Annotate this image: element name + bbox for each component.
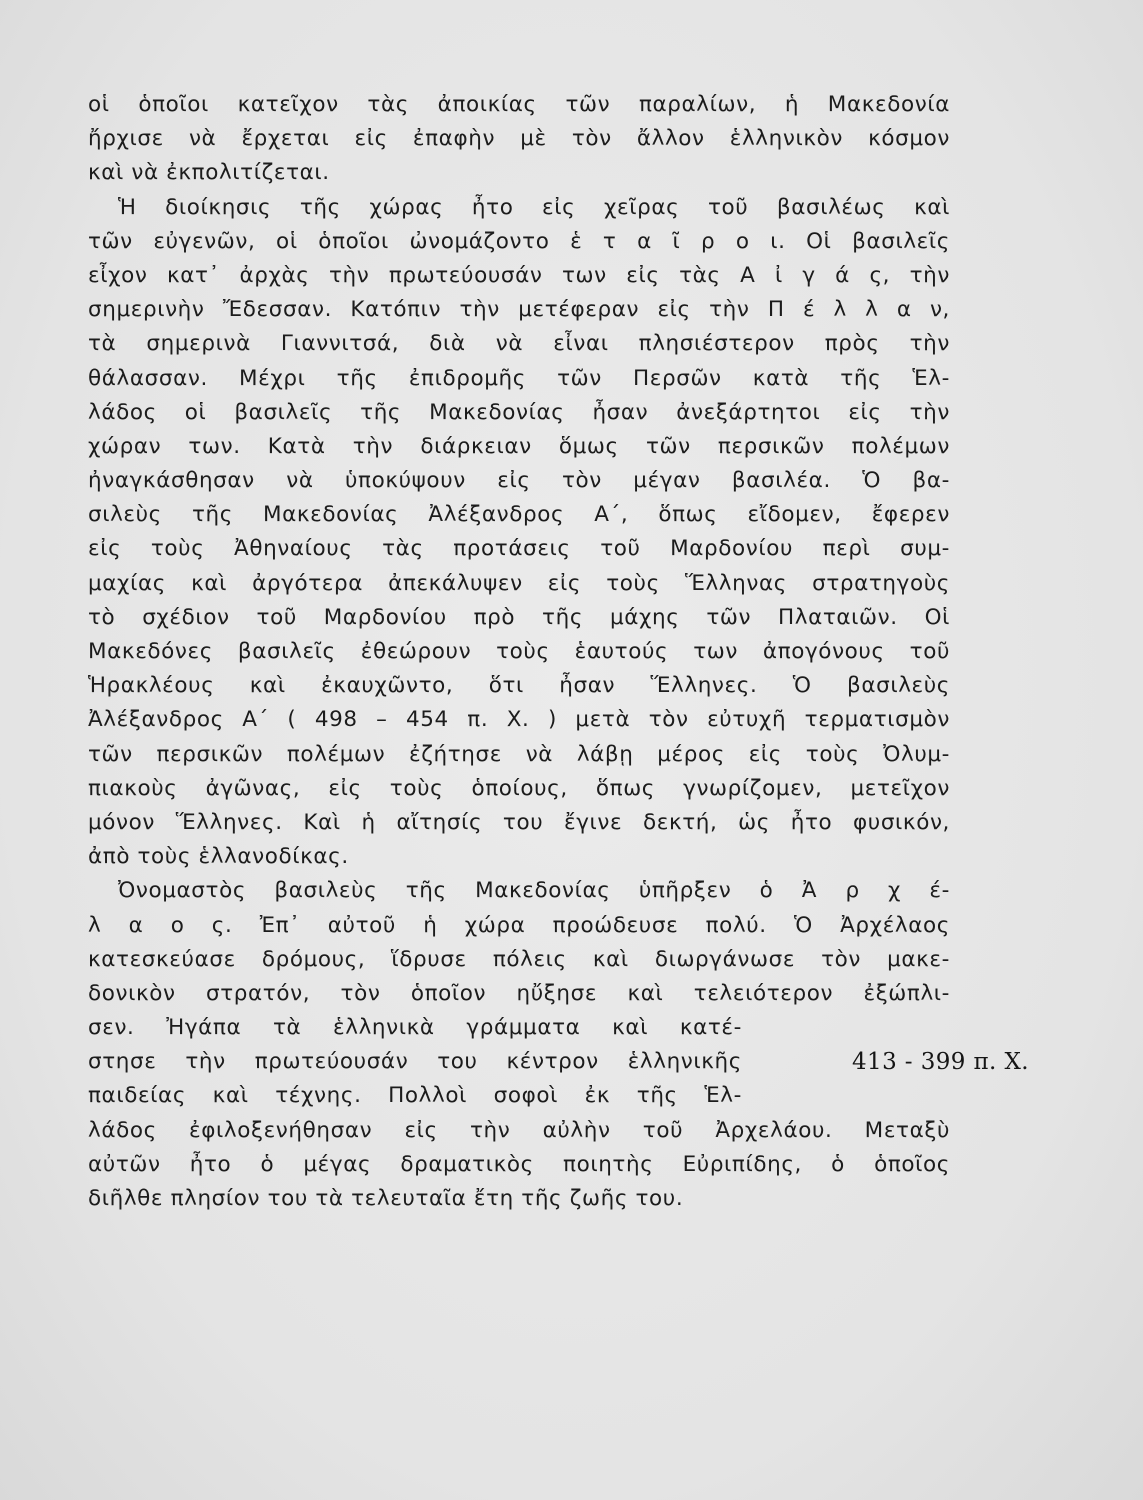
text-line-33: διῆλθε πλησίον του τὰ τελευταῖα ἔτη τῆς ζωῆς του. <box>88 1186 684 1211</box>
text-line-18: Ἡρακλέους καὶ ἐκαυχῶντο, ὅτι ἦσαν Ἕλληνες. Ὁ βασιλεὺς <box>88 673 950 699</box>
text-line-28-content: σεν. Ἠγάπα τὰ ἑλληνικὰ γράμματα καὶ κατέ- <box>88 1015 742 1041</box>
text-line-16: τὸ σχέδιον τοῦ Μαρδονίου πρὸ τῆς μάχης τῶν Πλαταιῶν. Οἱ <box>88 604 950 630</box>
text-line-27: δονικὸν στρατόν, τὸν ὁποῖον ηὔξησε καὶ τελειότερον ἐξώπλι- <box>88 980 950 1006</box>
text-line-11: χώραν των. Κατὰ τὴν διάρκειαν ὅμως τῶν περσικῶν πολέμων <box>88 433 950 459</box>
text-line-6: εἶχον κατ᾽ ἀρχὰς τὴν πρωτεύουσάν των εἰς τὰς Α ἰ γ ά ς, τὴν <box>88 262 950 288</box>
body-text <box>88 88 1029 1216</box>
text-line-26: κατεσκεύασε δρόμους, ἵδρυσε πόλεις καὶ διωργάνωσε τὸν μακε- <box>88 946 950 972</box>
text-line-12: ἠναγκάσθησαν νὰ ὑποκύψουν εἰς τὸν μέγαν βασιλέα. Ὁ βα- <box>88 468 950 494</box>
margin-date-note: 413 - 399 π. Χ. <box>852 1049 1029 1076</box>
text-line-17: Μακεδόνες βασιλεῖς ἐθεώρουν τοὺς ἑαυτούς των ἀπογόνους τοῦ <box>88 639 950 664</box>
text-line-29 <box>88 1045 1029 1079</box>
text-line-13: σιλεὺς τῆς Μακεδονίας Ἀλέξανδρος Α΄, ὅπως εἴδομεν, ἔφερεν <box>88 502 950 528</box>
text-line-5: τῶν εὐγενῶν, οἱ ὁποῖοι ὠνομάζοντο ἑ τ α ῖ ρ ο ι. Οἱ βασιλεῖς <box>88 228 950 254</box>
text-line-25: λ α ο ς. Ἐπ᾽ αὐτοῦ ἡ χώρα προώδευσε πολύ. Ὁ Ἀρχέλαος <box>88 912 950 938</box>
text-line-19: Ἀλέξανδρος Α΄ ( 498 – 454 π. Χ. ) μετὰ τὸν εὐτυχῆ τερματισμὸν <box>88 707 950 733</box>
text-line-20: τῶν περσικῶν πολέμων ἐζήτησε νὰ λάβῃ μέρος εἰς τοὺς Ὀλυμ- <box>88 741 950 767</box>
text-line-32: αὐτῶν ἦτο ὁ μέγας δραματικὸς ποιητὴς Εὐριπίδης, ὁ ὁποῖος <box>88 1151 950 1177</box>
text-line-30-content: παιδείας καὶ τέχνης. Πολλοὶ σοφοὶ ἐκ τῆς Ἑλ- <box>88 1083 742 1109</box>
text-line-9: θάλασσαν. Μέχρι τῆς ἐπιδρομῆς τῶν Περσῶν κατὰ τῆς Ἑλ- <box>88 365 950 391</box>
text-line-30 <box>88 1079 742 1113</box>
text-line-23: ἀπὸ τοὺς ἑλλανοδίκας. <box>88 844 349 870</box>
text-line-24: Ὀνομαστὸς βασιλεὺς τῆς Μακεδονίας ὑπῆρξεν ὁ Ἀ ρ χ έ- <box>118 878 950 904</box>
text-line-29-content: στησε τὴν πρωτεύουσάν του κέντρον ἑλληνικῆς <box>88 1049 742 1075</box>
text-line-22: μόνον Ἕλληνες. Καὶ ἡ αἴτησίς του ἔγινε δεκτή, ὡς ἦτο φυσικόν, <box>88 809 950 835</box>
text-line-14: εἰς τοὺς Ἀθηναίους τὰς προτάσεις τοῦ Μαρδονίου περὶ συμ- <box>88 536 950 562</box>
text-line-15: μαχίας καὶ ἀργότερα ἀπεκάλυψεν εἰς τοὺς Ἕλληνας στρατηγοὺς <box>88 570 950 596</box>
text-line-2: ἤρχισε νὰ ἔρχεται εἰς ἐπαφὴν μὲ τὸν ἄλλον ἑλληνικὸν κόσμον <box>88 126 950 152</box>
text-line-3: καὶ νὰ ἐκπολιτίζεται. <box>88 160 330 186</box>
text-line-7: σημερινὴν Ἔδεσσαν. Κατόπιν τὴν μετέφεραν εἰς τὴν Π έ λ λ α ν, <box>88 297 950 323</box>
text-line-21: πιακοὺς ἀγῶνας, εἰς τοὺς ὁποίους, ὅπως γνωρίζομεν, μετεῖχον <box>88 775 950 801</box>
text-line-8: τὰ σημερινὰ Γιαννιτσά, διὰ νὰ εἶναι πλησιέστερον πρὸς τὴν <box>88 331 950 357</box>
text-line-10: λάδος οἱ βασιλεῖς τῆς Μακεδονίας ἦσαν ἀνεξάρτητοι εἰς τὴν <box>88 399 950 425</box>
text-line-28 <box>88 1011 742 1045</box>
text-line-1: οἱ ὁποῖοι κατεῖχον τὰς ἀποικίας τῶν παραλίων, ἡ Μακεδονία <box>88 92 950 117</box>
text-line-4: Ἡ διοίκησις τῆς χώρας ἦτο εἰς χεῖρας τοῦ βασιλέως καὶ <box>118 194 950 220</box>
text-line-31: λάδος ἐφιλοξενήθησαν εἰς τὴν αὐλὴν τοῦ Ἀρχελάου. Μεταξὺ <box>88 1117 950 1143</box>
